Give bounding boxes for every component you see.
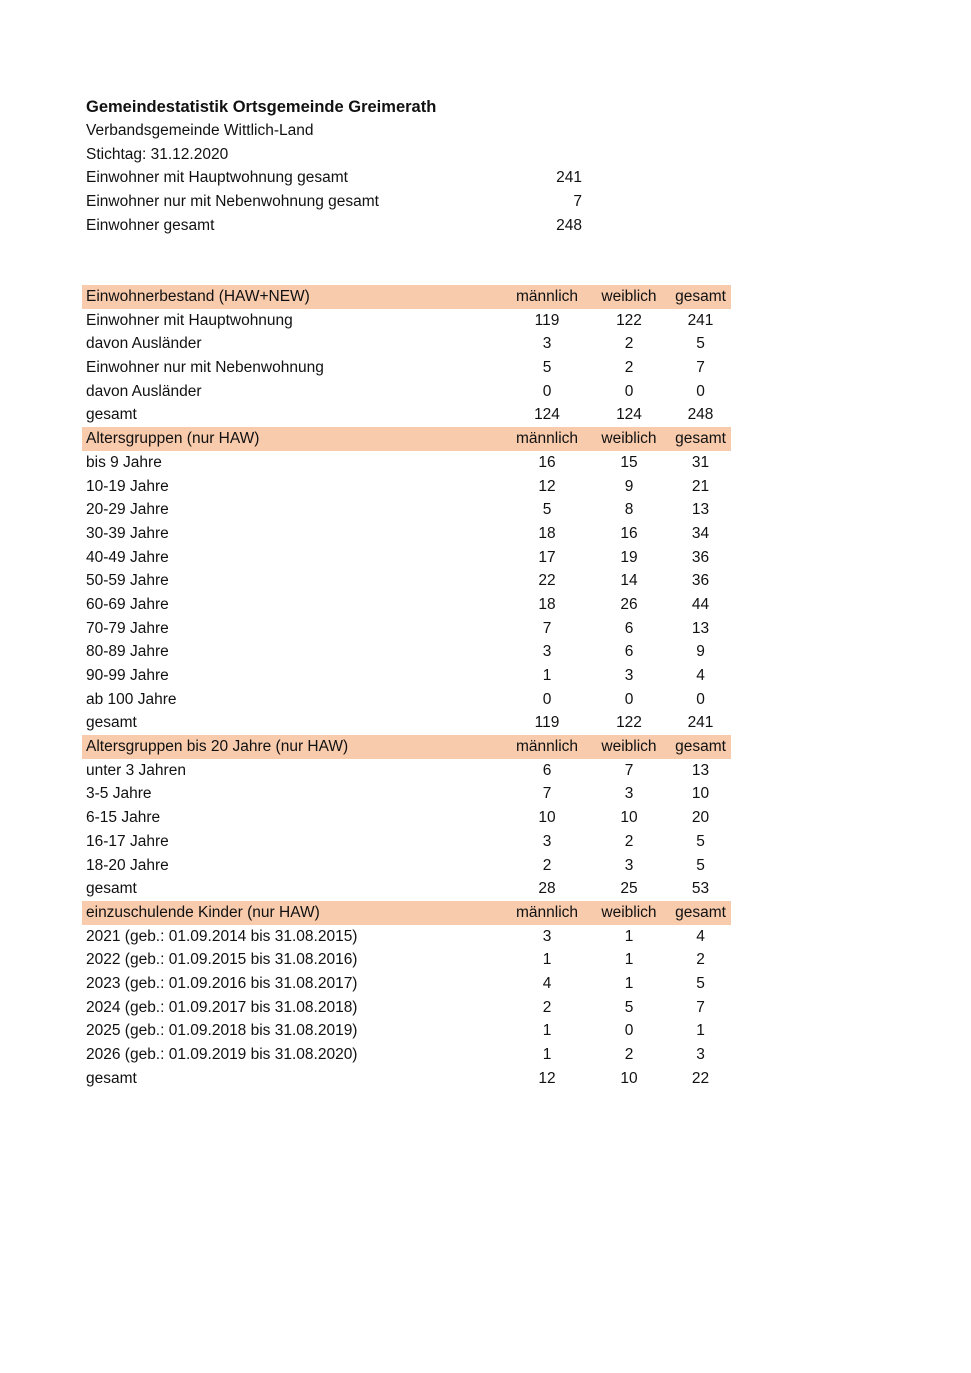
table-row <box>82 806 731 830</box>
cell-total: 9 <box>696 643 705 661</box>
cell-male: 6 <box>542 761 552 779</box>
cell-male: 1 <box>542 1022 552 1040</box>
table-row <box>82 877 731 901</box>
cell-male: 5 <box>542 501 552 519</box>
row-label: 16-17 Jahre <box>86 832 169 850</box>
cell-female: 2 <box>624 1046 634 1063</box>
cell-female: 7 <box>624 761 634 779</box>
summary-row <box>86 214 731 238</box>
row-label: 40-49 Jahre <box>86 548 169 566</box>
cell-male: 3 <box>542 335 552 353</box>
row-label: gesamt <box>86 714 137 732</box>
row-label: 70-79 Jahre <box>86 619 169 637</box>
section-title: Altersgruppen bis 20 Jahre (nur HAW) <box>86 738 349 756</box>
table-row <box>82 451 731 475</box>
cell-male: 2 <box>542 998 552 1016</box>
table-row <box>82 356 731 380</box>
cell-total: 20 <box>691 809 710 827</box>
column-header-total: gesamt <box>675 903 726 921</box>
table-row <box>82 830 731 854</box>
section-header <box>82 901 731 925</box>
reference-date: Stichtag: 31.12.2020 <box>86 145 229 163</box>
row-label: davon Ausländer <box>86 382 202 400</box>
cell-total: 4 <box>696 667 705 684</box>
row-label: davon Ausländer <box>86 335 202 353</box>
cell-total: 0 <box>696 690 705 708</box>
row-label: 80-89 Jahre <box>86 643 169 661</box>
summary-value: 241 <box>556 169 582 187</box>
column-header-female: weiblich <box>601 288 657 305</box>
table-row <box>82 475 731 499</box>
summary-block <box>86 166 731 237</box>
summary-label: Einwohner mit Hauptwohnung gesamt <box>86 169 348 187</box>
table-row <box>82 640 731 664</box>
section-header <box>82 285 731 309</box>
cell-male: 28 <box>538 880 556 898</box>
cell-female: 26 <box>620 595 638 613</box>
table-row <box>82 1043 731 1067</box>
table-row <box>82 688 731 712</box>
row-label: 6-15 Jahre <box>86 809 161 827</box>
table-row <box>82 332 731 356</box>
row-label: 2025 (geb.: 01.09.2018 bis 31.08.2019) <box>86 1022 358 1040</box>
cell-female: 1 <box>624 927 634 945</box>
section-title: einzuschulende Kinder (nur HAW) <box>86 903 320 921</box>
cell-male: 1 <box>542 951 552 969</box>
cell-female: 15 <box>620 453 638 471</box>
cell-total: 0 <box>696 382 705 400</box>
cell-male: 12 <box>538 477 556 495</box>
table-row <box>82 948 731 972</box>
cell-male: 3 <box>542 643 552 661</box>
cell-total: 248 <box>687 406 714 424</box>
table-row <box>82 380 731 404</box>
cell-male: 7 <box>542 619 552 637</box>
summary-label: Einwohner nur mit Nebenwohnung gesamt <box>86 193 379 211</box>
cell-female: 1 <box>624 974 634 992</box>
cell-female: 16 <box>620 524 638 542</box>
cell-male: 18 <box>538 524 556 542</box>
table-row <box>82 782 731 806</box>
cell-female: 6 <box>624 643 634 661</box>
cell-total: 241 <box>687 714 714 732</box>
row-label: Einwohner nur mit Nebenwohnung <box>86 359 324 377</box>
cell-male: 119 <box>534 714 560 732</box>
row-label: Einwohner mit Hauptwohnung <box>86 311 293 329</box>
cell-male: 7 <box>542 785 552 803</box>
cell-total: 13 <box>691 761 710 779</box>
column-header-male: männlich <box>515 738 579 756</box>
table-row <box>82 546 731 570</box>
summary-row <box>86 190 731 214</box>
cell-female: 10 <box>620 1069 638 1087</box>
cell-total: 34 <box>691 524 710 542</box>
summary-value: 248 <box>556 216 582 234</box>
cell-female: 124 <box>616 406 642 424</box>
cell-total: 22 <box>691 1069 710 1087</box>
row-label: 90-99 Jahre <box>86 667 169 684</box>
statistics-table <box>82 285 731 1090</box>
section-header <box>82 427 731 451</box>
cell-total: 5 <box>696 335 705 353</box>
cell-male: 18 <box>538 595 556 613</box>
table-row <box>82 593 731 617</box>
cell-total: 3 <box>696 1046 705 1063</box>
cell-male: 12 <box>538 1069 556 1087</box>
row-label: gesamt <box>86 1069 137 1087</box>
cell-female: 122 <box>616 311 642 329</box>
summary-label: Einwohner gesamt <box>86 216 215 234</box>
section-header <box>82 735 731 759</box>
cell-total: 36 <box>691 572 710 590</box>
section-title: Altersgruppen (nur HAW) <box>86 430 260 448</box>
cell-male: 119 <box>534 311 560 329</box>
cell-male: 17 <box>538 548 556 566</box>
cell-male: 5 <box>542 359 552 377</box>
row-label: 30-39 Jahre <box>86 524 169 542</box>
column-header-total: gesamt <box>675 288 726 305</box>
table-row <box>82 617 731 641</box>
table-row <box>82 522 731 546</box>
row-label: 3-5 Jahre <box>86 785 152 803</box>
cell-female: 14 <box>620 572 638 590</box>
cell-female: 19 <box>620 548 638 566</box>
row-label: 2024 (geb.: 01.09.2017 bis 31.08.2018) <box>86 998 358 1016</box>
cell-total: 7 <box>696 998 705 1016</box>
column-header-female: weiblich <box>601 430 657 448</box>
cell-male: 4 <box>542 974 552 992</box>
cell-male: 1 <box>542 667 552 684</box>
cell-total: 13 <box>691 619 710 637</box>
cell-female: 2 <box>624 359 634 377</box>
table-row <box>82 854 731 878</box>
cell-female: 0 <box>624 382 634 400</box>
column-header-female: weiblich <box>601 738 657 756</box>
document-header <box>86 95 731 237</box>
cell-female: 1 <box>624 951 634 969</box>
cell-female: 9 <box>624 477 634 495</box>
summary-row <box>86 166 731 190</box>
document-subtitle: Verbandsgemeinde Wittlich-Land <box>86 122 314 139</box>
cell-female: 3 <box>624 856 634 874</box>
cell-female: 2 <box>624 335 634 353</box>
cell-total: 44 <box>691 595 710 613</box>
cell-total: 31 <box>691 453 710 471</box>
cell-male: 0 <box>542 382 552 400</box>
row-label: 60-69 Jahre <box>86 595 169 613</box>
table-row <box>82 664 731 688</box>
row-label: 2023 (geb.: 01.09.2016 bis 31.08.2017) <box>86 974 358 992</box>
cell-total: 241 <box>687 311 714 329</box>
column-header-female: weiblich <box>601 903 657 921</box>
column-header-male: männlich <box>515 903 579 921</box>
cell-total: 5 <box>696 856 705 874</box>
cell-total: 7 <box>696 359 705 377</box>
document-title: Gemeindestatistik Ortsgemeinde Greimerath <box>86 98 437 116</box>
table-row <box>82 925 731 949</box>
cell-total: 13 <box>691 501 710 519</box>
row-label: 20-29 Jahre <box>86 501 169 519</box>
cell-female: 122 <box>616 714 642 732</box>
table-row <box>82 403 731 427</box>
row-label: bis 9 Jahre <box>86 453 162 471</box>
row-label: 50-59 Jahre <box>86 572 169 590</box>
table-row <box>82 759 731 783</box>
row-label: gesamt <box>86 880 137 898</box>
cell-female: 8 <box>624 501 634 519</box>
cell-male: 2 <box>542 856 552 874</box>
cell-total: 53 <box>691 880 710 898</box>
column-header-total: gesamt <box>675 430 726 448</box>
cell-female: 25 <box>620 880 638 898</box>
column-header-total: gesamt <box>675 738 726 756</box>
table-row <box>82 972 731 996</box>
cell-female: 6 <box>624 619 634 637</box>
cell-male: 16 <box>538 453 556 471</box>
section-title: Einwohnerbestand (HAW+NEW) <box>86 288 310 305</box>
row-label: 10-19 Jahre <box>86 477 169 495</box>
table-row <box>82 1067 731 1091</box>
cell-total: 36 <box>691 548 710 566</box>
table-row <box>82 996 731 1020</box>
cell-female: 5 <box>624 998 634 1016</box>
cell-total: 1 <box>696 1022 705 1040</box>
table-row <box>82 711 731 735</box>
cell-total: 21 <box>691 477 710 495</box>
cell-male: 3 <box>542 927 552 945</box>
table-row <box>82 569 731 593</box>
column-header-male: männlich <box>515 430 579 448</box>
row-label: 2026 (geb.: 01.09.2019 bis 31.08.2020) <box>86 1046 358 1063</box>
cell-female: 0 <box>624 690 634 708</box>
table-row <box>82 309 731 333</box>
cell-female: 3 <box>624 785 634 803</box>
cell-male: 124 <box>534 406 560 424</box>
cell-total: 5 <box>696 974 705 992</box>
summary-value: 7 <box>573 193 582 211</box>
cell-male: 22 <box>538 572 556 590</box>
cell-female: 10 <box>620 809 638 827</box>
cell-female: 2 <box>624 832 634 850</box>
cell-male: 0 <box>542 690 552 708</box>
row-label: ab 100 Jahre <box>86 690 177 708</box>
cell-total: 2 <box>696 951 705 969</box>
cell-male: 3 <box>542 832 552 850</box>
table-row <box>82 498 731 522</box>
row-label: gesamt <box>86 406 137 424</box>
cell-total: 5 <box>696 832 705 850</box>
cell-male: 10 <box>538 809 556 827</box>
cell-female: 0 <box>624 1022 634 1040</box>
cell-total: 10 <box>691 785 710 803</box>
cell-male: 1 <box>542 1046 552 1063</box>
cell-female: 3 <box>624 667 634 684</box>
row-label: unter 3 Jahren <box>86 761 186 779</box>
cell-total: 4 <box>696 927 705 945</box>
column-header-male: männlich <box>515 288 579 305</box>
row-label: 18-20 Jahre <box>86 856 169 874</box>
row-label: 2022 (geb.: 01.09.2015 bis 31.08.2016) <box>86 951 358 969</box>
row-label: 2021 (geb.: 01.09.2014 bis 31.08.2015) <box>86 927 358 945</box>
table-row <box>82 1019 731 1043</box>
